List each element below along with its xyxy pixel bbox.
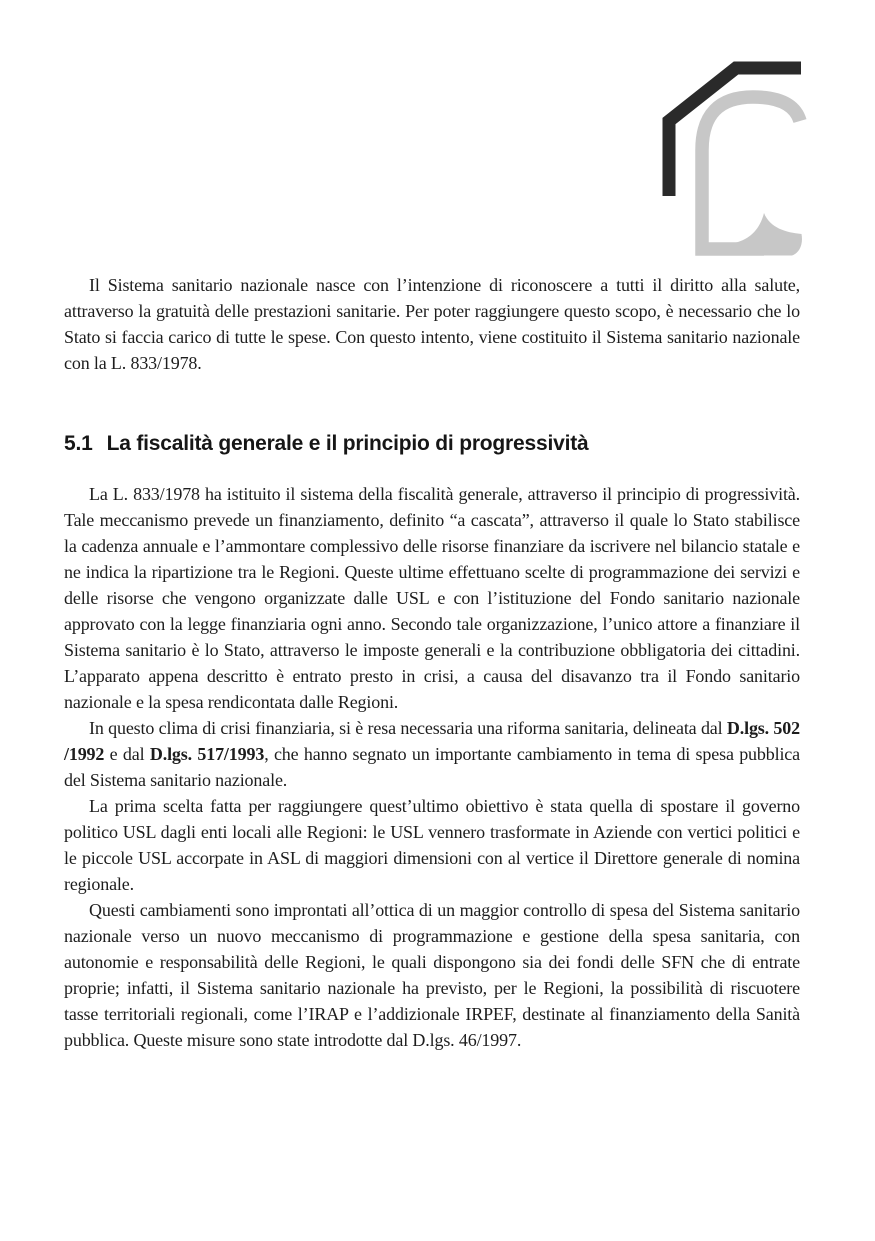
body-text <box>64 481 800 1053</box>
logo-c-swash-icon <box>736 213 802 256</box>
paragraph-riforma-sanitaria <box>64 715 800 793</box>
logo-roof-icon <box>669 68 801 196</box>
publisher-logo <box>660 55 808 260</box>
intro-paragraph: Il Sistema sanitario nazionale nasce con l’intenzione di riconoscere a tutti il diritto alla salute, attraverso la gratuità delle prestazioni sanitarie. Per poter raggiungere questo scopo, è necessario che lo Stato si faccia carico di tutte le spese. Con questo intento, viene costituito il Sistema sanitario nazionale con la L. 833/1978. <box>64 275 800 373</box>
riforma-run-after: , che hanno segnato un importante cambiamento in tema di spesa pubblica del Sistema sanitario nazionale. <box>64 744 800 790</box>
logo-c-arch-icon <box>702 97 800 249</box>
section-heading-row <box>64 430 800 457</box>
paragraph-controllo-spesa: Questi cambiamenti sono improntati all’ottica di un maggior controllo di spesa del Sistema sanitario nazionale verso un nuovo meccanismo di programmazione e gestione della spesa sanitaria, con autonomie e responsabilità delle Regioni, le quali dispongono sia dei fondi delle SFN che di entrate proprie; infatti, il Sistema sanitario nazionale ha previsto, per le Regioni, la possibilità di riscuotere tasse territoriali regionali, come l’IRAP e l’addizionale IRPEF, destinate al finanziamento della Sanità pubblica. Queste misure sono state introdotte dal D.lgs. 46/1997. <box>64 900 800 1050</box>
paragraph-fiscalita-generale: La L. 833/1978 ha istituito il sistema della fiscalità generale, attraverso il principio di progressività. Tale meccanismo prevede un finanziamento, definito “a cascata”, attraverso il quale lo Stato stabilisce la cadenza annuale e l’ammontare complessivo delle risorse finanziare da iscrivere nel bilancio statale e ne indica la ripartizione tra le Regioni. Queste ultime effettuano scelte di programmazione dei servizi e delle risorse che vengono organizzate dalle USL e con l’istituzione del Fondo sanitario nazionale approvato con la legge finanziaria ogni anno. Secondo tale organizzazione, l’unico attore a finanziare il Sistema sanitario è lo Stato, attraverso le imposte generali e la contribuzione obbligatoria dei cittadini. L’apparato appena descritto è entrato presto in crisi, a causa del disavanzo tra il Fondo sanitario nazionale e la spesa rendicontata dalle Regioni. <box>64 484 800 712</box>
section-title: La fiscalità generale e il principio di progressività <box>106 432 589 455</box>
section-number: 5.1 <box>64 432 93 455</box>
decree-502-1992-bold: D.lgs. 502 /1992 <box>64 718 800 764</box>
intro-section <box>64 272 800 376</box>
section-heading <box>64 430 800 457</box>
riforma-run-between: e dal <box>104 744 150 764</box>
paragraph-usl-regioni: La prima scelta fatta per raggiungere quest’ultimo obiettivo è stata quella di spostare il governo politico USL dagli enti locali alle Regioni: le USL vennero trasformate in Aziende con vertici politici e le piccole USL accorpate in ASL di maggiori dimensioni con al vertice il Direttore generale di nomina regionale. <box>64 796 800 894</box>
riforma-run-before: In questo clima di crisi finanziaria, si è resa necessaria una riforma sanitaria, delineata dal <box>89 718 727 738</box>
decree-517-1993-bold: D.lgs. 517/1993 <box>149 744 265 764</box>
